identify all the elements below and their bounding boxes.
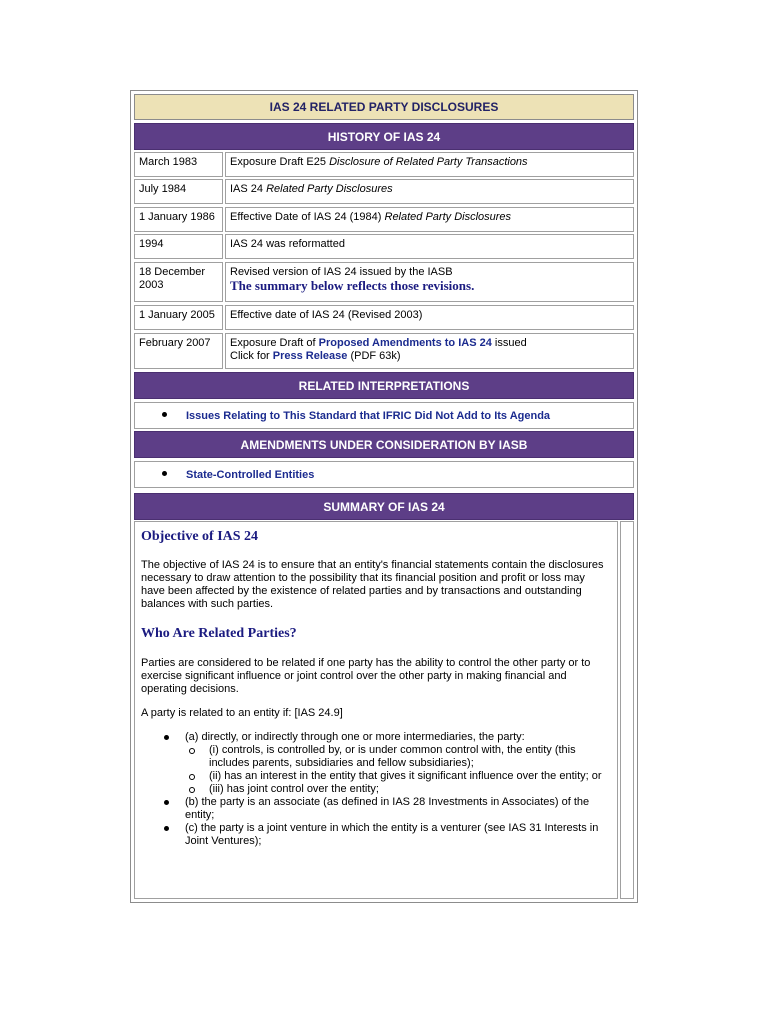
related-party-list [141, 731, 611, 848]
history-date: July 1984 [134, 179, 223, 204]
list-item: (i) controls, is controlled by, or is under common control with, the entity (this includes parents, subsidiaries and fellow subsidiaries); [185, 744, 611, 770]
history-desc: Exposure Draft E25 Disclosure of Related Party Transactions [225, 152, 634, 177]
list-item: (iii) has joint control over the entity; [185, 783, 611, 796]
scrollbar[interactable] [620, 521, 634, 899]
history-date: 1 January 2005 [134, 305, 223, 330]
amendments-heading: AMENDMENTS UNDER CONSIDERATION BY IASB [134, 431, 634, 458]
bullet-icon [162, 412, 167, 417]
history-desc: Revised version of IAS 24 issued by the IASB The summary below reflects those revisions. [225, 262, 634, 302]
page-title: IAS 24 RELATED PARTY DISCLOSURES [134, 94, 634, 120]
list-item [134, 461, 634, 488]
history-date: 1994 [134, 234, 223, 259]
party-intro: A party is related to an entity if: [IAS 24.9] [141, 707, 343, 719]
document-frame [130, 90, 638, 903]
interpretations-heading: RELATED INTERPRETATIONS [134, 372, 634, 399]
summary-note: The summary below reflects those revisions. [230, 278, 475, 293]
objective-title: Objective of IAS 24 [141, 529, 259, 544]
list-item: (c) the party is a joint venture in which the entity is a venturer (see IAS 31 Interests in Joint Ventures); [141, 822, 611, 848]
list-item: (a) directly, or indirectly through one or more intermediaries, the party: (i) controls, is controlled by, or is under common control with, the entity (this includes parents, subsidiaries and fellow subsidiaries); (ii) has an interest in the entity that gives it significant influence over the entity; or (iii) has joint control over the entity; [141, 731, 611, 796]
list-item: (b) the party is an associate (as defined in IAS 28 Investments in Associates) of the entity; [141, 796, 611, 822]
history-desc: IAS 24 Related Party Disclosures [225, 179, 634, 204]
history-heading: HISTORY OF IAS 24 [134, 123, 634, 150]
history-desc: Effective Date of IAS 24 (1984) Related Party Disclosures [225, 207, 634, 232]
sub-list [185, 744, 611, 796]
history-date: 18 December 2003 [134, 262, 223, 302]
summary-panel[interactable] [134, 521, 618, 899]
objective-text: The objective of IAS 24 is to ensure that an entity's financial statements contain the disclosures necessary to draw attention to the possibility that its financial position and profit or loss may have been affected by the existence of related parties and by transactions and outstanding balances with such parties. [141, 559, 604, 610]
summary-heading: SUMMARY OF IAS 24 [134, 493, 634, 520]
list-item [134, 402, 634, 429]
ifric-agenda-link[interactable]: Issues Relating to This Standard that IFRIC Did Not Add to Its Agenda [186, 410, 551, 422]
state-controlled-entities-link[interactable]: State-Controlled Entities [186, 469, 315, 481]
press-release-link[interactable]: Press Release [272, 350, 348, 362]
history-desc: Exposure Draft of Proposed Amendments to IAS 24 issued Click for Press Release (PDF 63k) [225, 333, 634, 369]
history-desc: Effective date of IAS 24 (Revised 2003) [225, 305, 634, 330]
related-parties-title: Who Are Related Parties? [141, 626, 297, 641]
proposed-amendments-link[interactable]: Proposed Amendments to IAS 24 [318, 337, 492, 349]
history-date: March 1983 [134, 152, 223, 177]
history-date: 1 January 1986 [134, 207, 223, 232]
history-desc: IAS 24 was reformatted [225, 234, 634, 259]
history-date: February 2007 [134, 333, 223, 369]
related-parties-text: Parties are considered to be related if one party has the ability to control the other party or to exercise significant influence or joint control over the other party in making financial and operating decisions. [141, 657, 591, 695]
list-item: (ii) has an interest in the entity that gives it significant influence over the entity; or [185, 770, 611, 783]
bullet-icon [162, 471, 167, 476]
